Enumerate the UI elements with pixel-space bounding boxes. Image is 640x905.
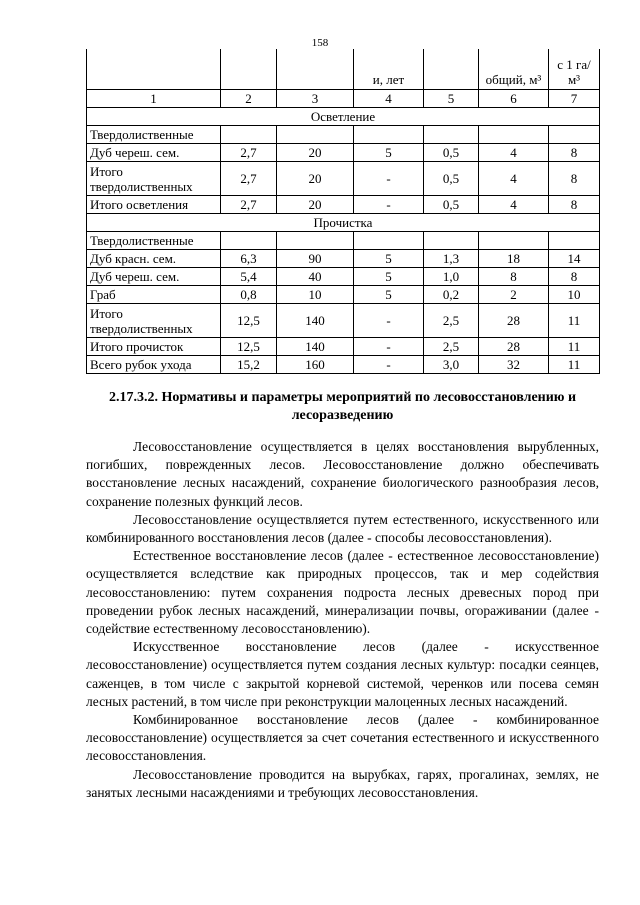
section-title-row: [87, 214, 600, 232]
table-cell: 32: [479, 356, 549, 374]
table-cell: 2: [221, 90, 277, 108]
table-cell: 2,5: [424, 304, 479, 338]
table-cell: Дуб череш. сем.: [87, 268, 221, 286]
table-header-row: [87, 49, 600, 90]
table-cell: [424, 126, 479, 144]
table-cell: Граб: [87, 286, 221, 304]
table-cell: Прочистка: [87, 214, 600, 232]
table-cell: Итого прочисток: [87, 338, 221, 356]
table-cell: 28: [479, 304, 549, 338]
table-cell: 8: [549, 268, 600, 286]
table-cell: 4: [479, 144, 549, 162]
table-cell: 5: [354, 286, 424, 304]
table-cell: 12,5: [221, 338, 277, 356]
table-cell: [221, 126, 277, 144]
table-cell: [87, 49, 221, 90]
table-cell: Твердолиственные: [87, 232, 221, 250]
table-cell: 5: [424, 90, 479, 108]
table-cell: 1: [87, 90, 221, 108]
table-cell: [424, 49, 479, 90]
table-cell: 12,5: [221, 304, 277, 338]
table-cell: 8: [479, 268, 549, 286]
table-cell: 4: [479, 196, 549, 214]
table-cell: -: [354, 356, 424, 374]
table-cell: [354, 232, 424, 250]
table-cell: 0,2: [424, 286, 479, 304]
table-cell: 6,3: [221, 250, 277, 268]
table-cell: 20: [277, 144, 354, 162]
table-cell: 4: [354, 90, 424, 108]
table-row: [87, 126, 600, 144]
table-row: [87, 356, 600, 374]
table-cell: 0,5: [424, 144, 479, 162]
paragraph: Искусственное восстановление лесов (далее - искусственное лесовосстановление) осуществляется путем создания лесных культур: посадки сеянцев, саженцев, в том числе с закрытой корневой системой, черенков или посева семян лесных растений, в том числе при реконструкции малоценных лесных насаждений.: [86, 639, 599, 709]
table-cell: -: [354, 304, 424, 338]
table-cell: [277, 232, 354, 250]
table-cell: 0,5: [424, 162, 479, 196]
table-cell: 5: [354, 268, 424, 286]
table-cell: 11: [549, 356, 600, 374]
table-row: [87, 304, 600, 338]
paragraph: Лесовосстановление осуществляется путем естественного, искусственного или комбинированного восстановления лесов (далее - способы лесовосстановления).: [86, 511, 599, 546]
table-cell: 11: [549, 338, 600, 356]
table-cell: [221, 232, 277, 250]
table-cell: и, лет: [354, 49, 424, 90]
table-row: [87, 196, 600, 214]
table-cell: Дуб красн. сем.: [87, 250, 221, 268]
table-cell: 2,7: [221, 144, 277, 162]
table-cell: 28: [479, 338, 549, 356]
table-row: [87, 268, 600, 286]
table-cell: 4: [479, 162, 549, 196]
table-cell: 5: [354, 144, 424, 162]
table-cell: 40: [277, 268, 354, 286]
table-cell: Всего рубок ухода: [87, 356, 221, 374]
table-cell: [354, 126, 424, 144]
table-cell: 1,0: [424, 268, 479, 286]
table-cell: 90: [277, 250, 354, 268]
table-cell: 8: [549, 162, 600, 196]
table-cell: 140: [277, 338, 354, 356]
table-cell: 140: [277, 304, 354, 338]
paragraph: Лесовосстановление проводится на вырубках, гарях, прогалинах, землях, не занятых лесными насаждениями и требующих лесовосстановления.: [86, 766, 599, 800]
table-cell: Итого твердолиственных: [87, 162, 221, 196]
table-cell: 20: [277, 196, 354, 214]
table-cell: 14: [549, 250, 600, 268]
table-row: [87, 232, 600, 250]
table-row: [87, 162, 600, 196]
table-cell: [479, 232, 549, 250]
section-title-row: [87, 108, 600, 126]
table-cell: 0,8: [221, 286, 277, 304]
body-text: [86, 438, 599, 802]
table-row: [87, 144, 600, 162]
table-cell: Дуб череш. сем.: [87, 144, 221, 162]
table-row: [87, 250, 600, 268]
table-cell: 20: [277, 162, 354, 196]
table-cell: Итого осветления: [87, 196, 221, 214]
table-row: [87, 286, 600, 304]
table-cell: Твердолиственные: [87, 126, 221, 144]
table-cell: общий, м³: [479, 49, 549, 90]
table-cell: 2,7: [221, 196, 277, 214]
table-cell: 5,4: [221, 268, 277, 286]
thinning-table: [86, 49, 600, 374]
table-cell: [221, 49, 277, 90]
table-cell: 0,5: [424, 196, 479, 214]
table-cell: [277, 126, 354, 144]
table-cell: 2: [479, 286, 549, 304]
table-cell: -: [354, 196, 424, 214]
table-cell: Осветление: [87, 108, 600, 126]
table-cell: 7: [549, 90, 600, 108]
table-cell: 18: [479, 250, 549, 268]
table-cell: 10: [549, 286, 600, 304]
column-number-row: [87, 90, 600, 108]
page-number: 158: [311, 37, 329, 49]
table-cell: Итого твердолиственных: [87, 304, 221, 338]
table-cell: 1,3: [424, 250, 479, 268]
table-cell: -: [354, 338, 424, 356]
table-cell: [549, 232, 600, 250]
table-cell: 2,7: [221, 162, 277, 196]
table-cell: 2,5: [424, 338, 479, 356]
table-row: [87, 338, 600, 356]
section-heading: 2.17.3.2. Нормативы и параметры мероприятий по лесовосстановлению и лесоразведению: [108, 390, 577, 423]
table-cell: 6: [479, 90, 549, 108]
table-cell: [549, 126, 600, 144]
table-cell: 15,2: [221, 356, 277, 374]
table-cell: с 1 га/м³: [549, 49, 600, 90]
table-cell: 8: [549, 144, 600, 162]
paragraph: Естественное восстановление лесов (далее - естественное лесовосстановление) осуществляется вследствие как природных процессов, так и мер содействия лесовосстановлению: путем сохранения подроста лесных древесных пород при проведении рубок лесных насаждений, минерализации почвы, огораживании (далее - содействие естественному лесовосстановлению).: [86, 548, 599, 637]
table-cell: -: [354, 162, 424, 196]
table-cell: 10: [277, 286, 354, 304]
table-cell: 3,0: [424, 356, 479, 374]
table-cell: [424, 232, 479, 250]
table-cell: 11: [549, 304, 600, 338]
table-cell: 8: [549, 196, 600, 214]
table-cell: [479, 126, 549, 144]
paragraph: Комбинированное восстановление лесов (далее - комбинированное лесовосстановление) осуществляется за счет сочетания естественного и искусственного лесовосстановления.: [86, 712, 599, 764]
table-cell: 3: [277, 90, 354, 108]
table-cell: 5: [354, 250, 424, 268]
table-cell: [277, 49, 354, 90]
paragraph: Лесовосстановление осуществляется в целях восстановления вырубленных, погибших, поврежденных лесов. Лесовосстановление должно обеспечивать восстановление лесных насаждений, сохранение биологического разнообразия лесов, сохранение полезных функций лесов.: [86, 439, 599, 509]
table-cell: 160: [277, 356, 354, 374]
